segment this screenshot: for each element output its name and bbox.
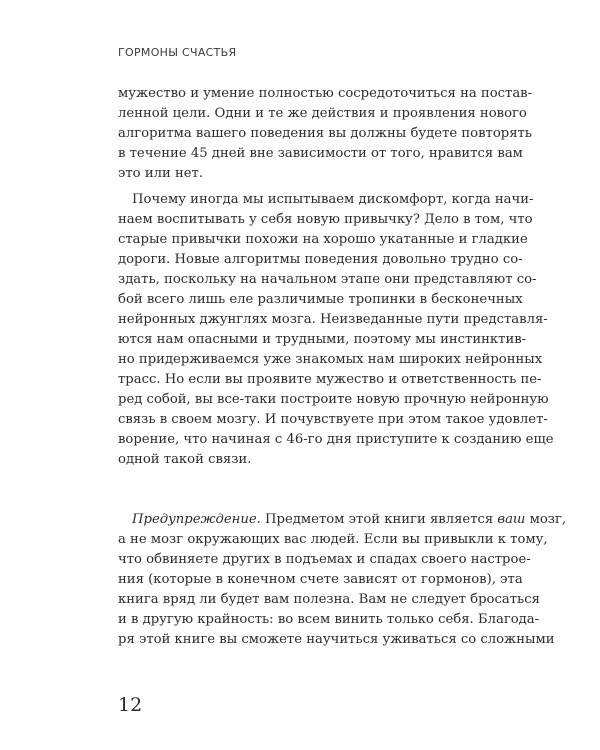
text-line: наем воспитывать у себя новую привычку? Дело в том, что <box>118 212 533 227</box>
text-line: мужество и умение полностью сосредоточиться на постав- <box>118 86 533 101</box>
text-line: дороги. Новые алгоритмы поведения довольно трудно со- <box>118 252 523 267</box>
text-line: Почему иногда мы испытываем дискомфорт, когда начи- <box>132 192 534 207</box>
text-line: ря этой книге вы сможете научиться уживаться со сложными <box>118 632 555 647</box>
text-line: одной такой связи. <box>118 452 252 467</box>
text-line: ются нам опасными и трудными, поэтому мы инстинктив- <box>118 332 527 347</box>
text-line: в течение 45 дней вне зависимости от того, нравится вам <box>118 146 523 161</box>
text-line: что обвиняете других в подъемах и спадах своего настрое- <box>118 552 531 567</box>
text-line: но придерживаемся уже знакомых нам широких нейронных <box>118 352 543 367</box>
text-line: алгоритма вашего поведения вы должны будете повторять <box>118 126 532 141</box>
text-line: связь в своем мозгу. И почувствуете при этом такое удовлет- <box>118 412 548 427</box>
text-line: и в другую крайность: во всем винить только себя. Благода- <box>118 612 540 627</box>
emphasis-word: ваш <box>497 512 526 527</box>
text-line: ворение, что начиная с 46-го дня приступите к созданию еще <box>118 432 554 447</box>
text-line: это или нет. <box>118 166 204 181</box>
text-line: ленной цели. Одни и те же действия и проявления нового <box>118 106 527 121</box>
text-line: трасс. Но если вы проявите мужество и ответственность пе- <box>118 372 542 387</box>
warning-lead: Предупреждение. <box>132 512 261 527</box>
text-line: здать, поскольку на начальном этапе они представляют со- <box>118 272 537 287</box>
page-number: 12 <box>118 694 143 716</box>
text-line: а не мозг окружающих вас людей. Если вы привыкли к тому, <box>118 532 548 547</box>
text-line: ния (которые в конечном счете зависят от гормонов), эта <box>118 572 523 587</box>
running-title: ГОРМОНЫ СЧАСТЬЯ <box>118 46 237 59</box>
warning-text-a: Предметом этой книги является <box>260 512 498 527</box>
warning-text-b: мозг, <box>525 512 567 527</box>
text-line: книга вряд ли будет вам полезна. Вам не следует бросаться <box>118 592 540 607</box>
text-line: нейронных джунглях мозга. Неизведанные пути представля- <box>118 312 548 327</box>
text-line: старые привычки похожи на хорошо укатанные и гладкие <box>118 232 528 247</box>
warning-line <box>132 510 567 530</box>
text-line: ред собой, вы все-таки построите новую прочную нейронную <box>118 392 549 407</box>
text-line: бой всего лишь еле различимые тропинки в бесконечных <box>118 292 523 307</box>
